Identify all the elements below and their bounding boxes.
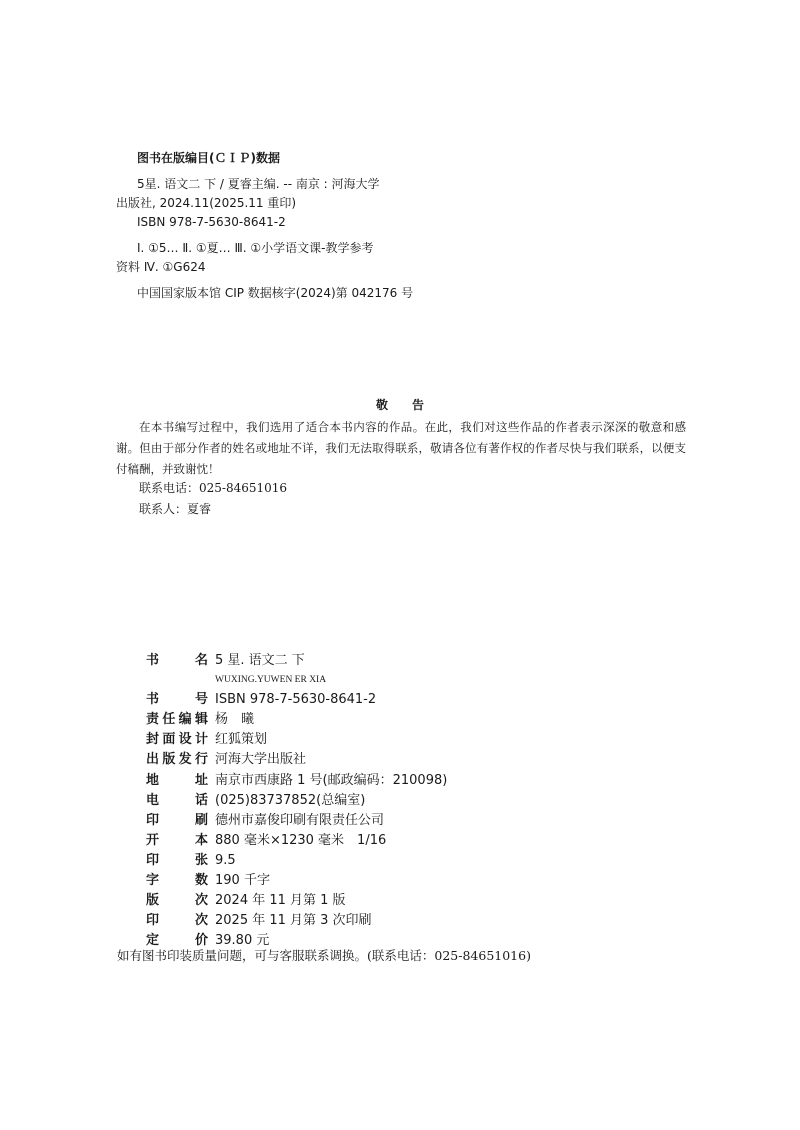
info-value: 9.5 — [215, 853, 236, 868]
cip-line-publisher: 出版社, 2024.11(2025.11 重印) — [116, 196, 297, 210]
info-label: 开本 — [146, 833, 208, 848]
info-value: 德州市嘉俊印刷有限责任公司 — [215, 813, 385, 828]
info-value: 南京市西康路 1 号(邮政编码：210098) — [215, 773, 448, 788]
info-value: 5 星. 语文二 下 — [215, 653, 305, 668]
info-label: 地址 — [146, 773, 208, 788]
cip-line-record-number: 中国国家版本馆 CIP 数据核字(2024)第 042176 号 — [137, 286, 414, 300]
info-value: 880 毫米×1230 毫米 1/16 — [215, 833, 387, 848]
info-title-pinyin: WUXING.YUWEN ER XIA — [215, 675, 327, 685]
notice-contact: 联系人：夏睿 — [139, 502, 212, 516]
notice-body: 在本书编写过程中，我们选用了适合本书内容的作品。在此，我们对这些作品的作者表示深深的敬意和感谢。但由于部分作者的姓名或地址不详，我们无法取得联系，敬请各位有著作权的作者尽快与我们联系，以便支付稿酬，并致谢忱！ — [116, 420, 686, 476]
notice-phone: 联系电话：025-84651016 — [139, 481, 288, 495]
info-label: 版次 — [146, 893, 208, 908]
quality-notice: 如有图书印装质量问题，可与客服联系调换。(联系电话：025-84651016) — [117, 948, 531, 963]
info-value: 190 千字 — [215, 873, 270, 888]
info-label: 印张 — [146, 853, 208, 868]
info-label: 印次 — [146, 913, 208, 928]
info-label: 印刷 — [146, 813, 208, 828]
info-value: 红狐策划 — [215, 732, 268, 747]
info-value: 2024 年 11 月第 1 版 — [215, 893, 346, 908]
info-value: (025)83737852(总编室) — [215, 793, 366, 808]
info-label: 封面设计 — [146, 732, 208, 747]
cip-line-title: 5星. 语文二 下 / 夏睿主编. -- 南京 : 河海大学 — [137, 177, 380, 191]
info-label: 出版发行 — [146, 752, 208, 767]
info-label: 电话 — [146, 793, 208, 808]
cip-heading: 图书在版编目(ＣＩＰ)数据 — [137, 151, 280, 165]
info-label: 责任编辑 — [146, 712, 208, 727]
notice-title: 敬 告 — [375, 398, 424, 412]
cip-line-classification-cont: 资料 Ⅳ. ①G624 — [116, 260, 206, 274]
info-label: 定价 — [146, 933, 208, 948]
info-value: 河海大学出版社 — [215, 752, 307, 767]
info-label: 书号 — [146, 692, 208, 707]
info-label: 书名 — [146, 653, 208, 668]
info-value: ISBN 978-7-5630-8641-2 — [215, 692, 377, 707]
info-value: 2025 年 11 月第 3 次印刷 — [215, 913, 372, 928]
info-value: 39.80 元 — [215, 933, 270, 948]
cip-line-isbn: ISBN 978-7-5630-8641-2 — [137, 215, 286, 229]
info-label: 字数 — [146, 873, 208, 888]
cip-line-classification: Ⅰ. ①5… Ⅱ. ①夏… Ⅲ. ①小学语文课-教学参考 — [137, 241, 374, 255]
info-value: 杨 曦 — [215, 712, 255, 727]
